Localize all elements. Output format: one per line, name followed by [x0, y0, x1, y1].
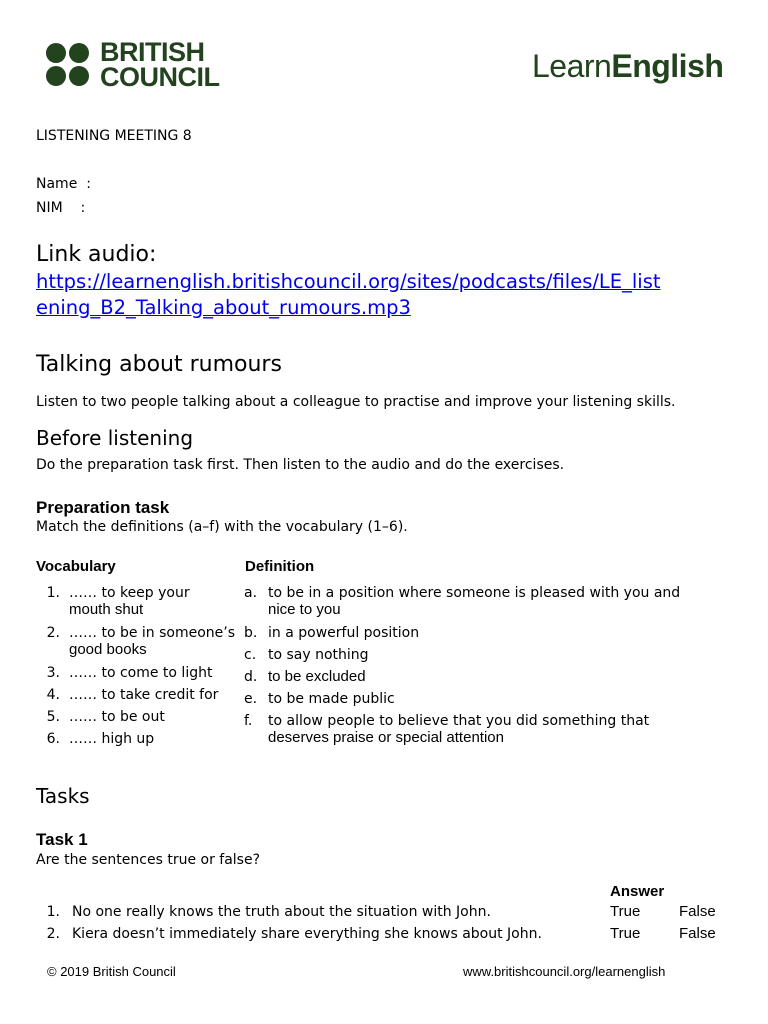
british-council-logo-icon — [46, 43, 92, 89]
false-option: False — [679, 925, 716, 942]
audio-link[interactable]: https://learnenglish.britishcouncil.org/sites/podcasts/files/LE_list ening_B2_Talking_about_rumours.mp3 — [36, 270, 661, 319]
nim-field-label: NIM : — [36, 200, 86, 216]
lesson-title: Talking about rumours — [36, 352, 282, 377]
preparation-instruction: Match the definitions (a–f) with the vocabulary (1–6). — [36, 519, 408, 535]
tasks-title: Tasks — [36, 784, 90, 808]
name-field-label: Name : — [36, 176, 91, 192]
lesson-intro: Listen to two people talking about a colleague to practise and improve your listening skills. — [36, 394, 676, 410]
task1-title: Task 1 — [36, 830, 88, 849]
answer-header: Answer — [610, 883, 665, 900]
british-council-logo-text: BRITISH COUNCIL — [100, 37, 220, 92]
true-option: True — [610, 925, 641, 942]
definition-header: Definition — [245, 558, 315, 575]
false-option: False — [679, 903, 716, 920]
audio-label: Link audio: — [36, 242, 157, 267]
footer-copyright: © 2019 British Council — [47, 964, 176, 979]
meeting-title: LISTENING MEETING 8 — [36, 128, 192, 144]
table-row: 1. No one really knows the truth about the situation with John. True False — [46, 903, 716, 920]
vocabulary-header: Vocabulary — [36, 558, 116, 575]
before-listening-title: Before listening — [36, 426, 194, 450]
table-row: 2. Kiera doesn’t immediately share everything she knows about John. True False — [46, 925, 716, 942]
task1-instruction: Are the sentences true or false? — [36, 852, 261, 868]
preparation-title: Preparation task — [36, 498, 170, 517]
true-option: True — [610, 903, 641, 920]
learnenglish-brand: LearnEnglish — [532, 48, 724, 84]
before-listening-text: Do the preparation task first. Then listen to the audio and do the exercises. — [36, 457, 565, 473]
footer-website[interactable]: www.britishcouncil.org/learnenglish — [463, 964, 666, 979]
